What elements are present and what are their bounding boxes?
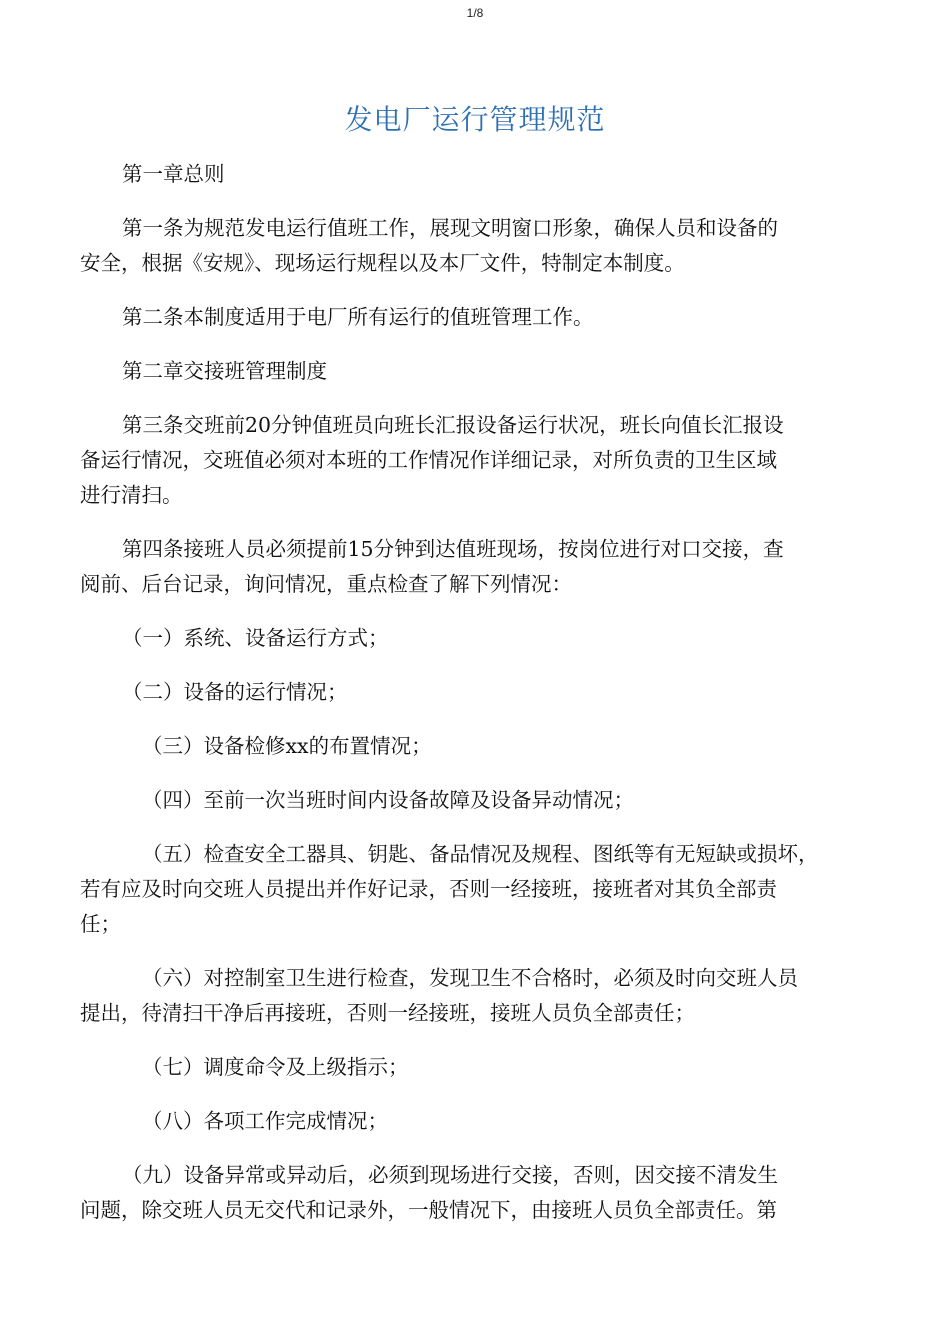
list-item (80, 1158, 870, 1228)
paragraph-line: 备运行情况，交班值必须对本班的工作情况作详细记录，对所负责的卫生区域 (80, 448, 777, 472)
paragraph-line: （四）至前一次当班时间内设备故障及设备异动情况； (142, 788, 634, 812)
paragraph-line: （一）系统、设备运行方式； (122, 626, 389, 650)
paragraph-line: 安全，根据《安规》、现场运行规程以及本厂文件，特制定本制度。 (80, 251, 685, 275)
paragraph-line: 第三条交班前20分钟值班员向班长汇报设备运行状况，班长向值长汇报设 (122, 413, 784, 437)
page-number: 1/8 (466, 6, 484, 20)
list-item (80, 1050, 870, 1085)
paragraph-line: 第二条本制度适用于电厂所有运行的值班管理工作。 (122, 305, 594, 329)
paragraph-line: （八）各项工作完成情况； (142, 1109, 388, 1133)
paragraph-line: （五）检查安全工器具、钥匙、备品情况及规程、图纸等有无短缺或损坏， (142, 842, 819, 866)
paragraph-line: 进行清扫。 (80, 483, 183, 507)
list-item (80, 783, 870, 818)
paragraph-line: 问题，除交班人员无交代和记录外，一般情况下，由接班人员负全部责任。第 (80, 1198, 777, 1222)
list-item (80, 729, 870, 764)
paragraph-line: （七）调度命令及上级指示； (142, 1055, 409, 1079)
paragraph-line: （二）设备的运行情况； (122, 680, 348, 704)
paragraph-line: 第一条为规范发电运行值班工作，展现文明窗口形象，确保人员和设备的 (122, 216, 778, 240)
document-title: 发电厂运行管理规范 (344, 103, 606, 136)
paragraph-line: 任； (80, 912, 121, 936)
paragraph-line: （六）对控制室卫生进行检查，发现卫生不合格时，必须及时向交班人员 (142, 966, 798, 990)
paragraph-line: 第四条接班人员必须提前15分钟到达值班现场，按岗位进行对口交接，查 (122, 537, 784, 561)
list-item (80, 621, 870, 656)
paragraph-line: 第二章交接班管理制度 (122, 359, 327, 383)
article-3 (80, 408, 870, 513)
list-item (80, 837, 870, 942)
list-item (80, 675, 870, 710)
list-item (80, 961, 870, 1031)
article-4 (80, 532, 870, 602)
paragraph-line: （三）设备检修xx的布置情况； (142, 734, 432, 758)
paragraph-line: 若有应及时向交班人员提出并作好记录，否则一经接班，接班者对其负全部责 (80, 877, 777, 901)
chapter-heading-1 (80, 157, 870, 192)
article-2 (80, 300, 870, 335)
paragraph-line: 阅前、后台记录，询问情况，重点检查了解下列情况： (80, 572, 572, 596)
paragraph-line: （九）设备异常或异动后，必须到现场进行交接，否则，因交接不清发生 (122, 1163, 778, 1187)
list-item (80, 1104, 870, 1139)
paragraph-line: 提出，待清扫干净后再接班，否则一经接班，接班人员负全部责任； (80, 1001, 695, 1025)
article-1 (80, 211, 870, 281)
paragraph-line: 第一章总则 (122, 162, 225, 186)
chapter-heading-2 (80, 354, 870, 389)
